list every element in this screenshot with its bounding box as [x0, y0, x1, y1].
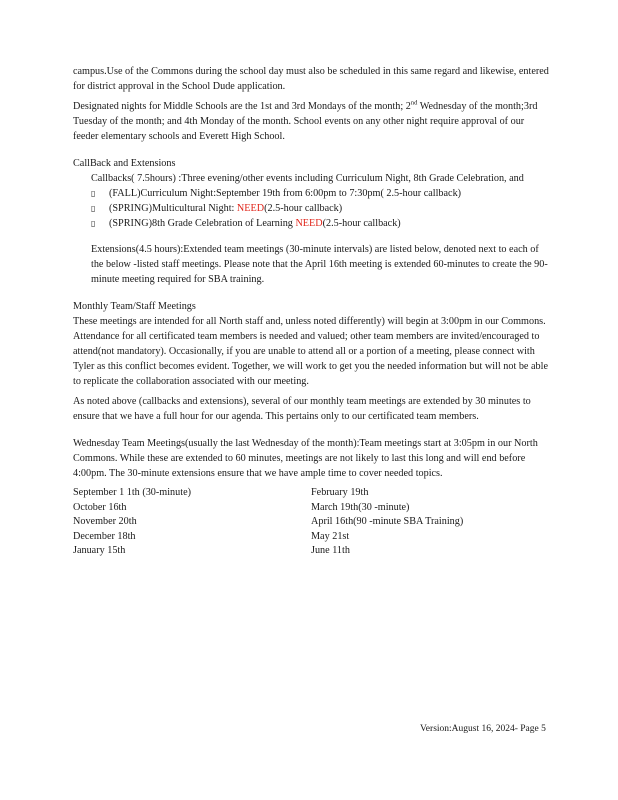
callbacks-intro: Callbacks( 7.5hours) :Three evening/other events including Curriculum Night, 8th Grade Celebration, and [91, 173, 524, 184]
list-item [91, 216, 549, 231]
monthly-paragraph-1: These meetings are intended for all North staff and, unless noted differently) will begin at 3:00pm in our Commons. Attendance for all certificated team members is needed and valued; other team members are invited/encouraged to attend(not mandatory). Occasionally, if you are unable to attend all or a portion of a meeting, please connect with Tyler as this conflict becomes evident. Together, we will work to get you the needed information but will not be able to replicate the collaboration associated with our meeting. [73, 316, 548, 387]
schedule-date: November 20th [73, 516, 137, 527]
schedule-date: October 16th [73, 501, 127, 513]
bullet-icon: ▯ [91, 189, 96, 198]
schedule-date: April 16th(90 -minute SBA Training) [311, 516, 464, 527]
page-footer: Version:August 16, 2024- Page 5 [420, 724, 546, 734]
superscript-nd: nd [410, 99, 418, 107]
schedule-date: January 15th [73, 545, 126, 556]
schedule-date: June 11th [311, 545, 350, 556]
intro-paragraph-2 [73, 99, 549, 144]
schedule-date: May 21st [311, 530, 350, 542]
intro-paragraph-2-start: Designated nights for Middle Schools are the 1st and 3rd Mondays of the month; 2 [73, 101, 411, 112]
extensions-paragraph: Extensions(4.5 hours):Extended team meetings (30-minute intervals) are listed below, denoted next to each of the below -listed staff meetings. Please note that the April 16th meeting is extended 60-minutes to create the 90-minute meeting required for SBA training. [91, 244, 548, 285]
schedule-column-left [73, 486, 311, 559]
callback-item-text: (SPRING)8th Grade Celebration of Learning [109, 218, 296, 229]
callback-list [73, 186, 549, 231]
schedule-date: March 19th(30 -minute) [311, 501, 410, 513]
monthly-paragraph-2: As noted above (callbacks and extensions), several of our monthly team meetings are extended by 30 minutes to ensure that we have a full hour for our agenda. This pertains only to our certificated team members. [73, 396, 531, 422]
bullet-icon: ▯ [91, 219, 96, 228]
callback-heading: CallBack and Extensions [73, 158, 176, 169]
document-page [73, 64, 549, 559]
schedule-column-right [311, 486, 549, 559]
monthly-paragraph-3: Wednesday Team Meetings(usually the last Wednesday of the month):Team meetings start at 3:05pm in our North Commons. While these are extended to 60 minutes, meetings are not likely to last this long and will end before 4:00pm. The 30-minute extensions ensure that we have ample time to cover needed topics. [73, 438, 538, 479]
callback-item-rest: (2.5-hour callback) [264, 203, 343, 214]
bullet-icon: ▯ [91, 204, 96, 213]
schedule-date: December 18th [73, 530, 136, 542]
intro-paragraph-1: campus.Use of the Commons during the school day must also be scheduled in this same regard and likewise, entered for district approval in the School Dude application. [73, 66, 549, 92]
monthly-heading: Monthly Team/Staff Meetings [73, 301, 196, 312]
callback-item-text: (FALL)Curriculum Night:September 19th from 6:00pm to 7:30pm( 2.5-hour callback) [109, 188, 462, 199]
meeting-schedule [73, 486, 549, 559]
callback-item-rest: (2.5-hour callback) [322, 218, 401, 229]
list-item [91, 201, 549, 216]
callback-item-text: (SPRING)Multicultural Night: [109, 203, 237, 214]
need-flag: NEED [295, 218, 323, 229]
list-item [91, 186, 549, 201]
schedule-date: February 19th [311, 487, 369, 498]
schedule-date: September 1 1th (30-minute) [73, 487, 191, 498]
intro-paragraph-2-end: Wednesday of the month;3rd Tuesday of the month; and 4th Monday of the month. School events on any other night require approval of our feeder elementary schools and Everett High School. [73, 101, 538, 142]
need-flag: NEED [236, 203, 265, 214]
